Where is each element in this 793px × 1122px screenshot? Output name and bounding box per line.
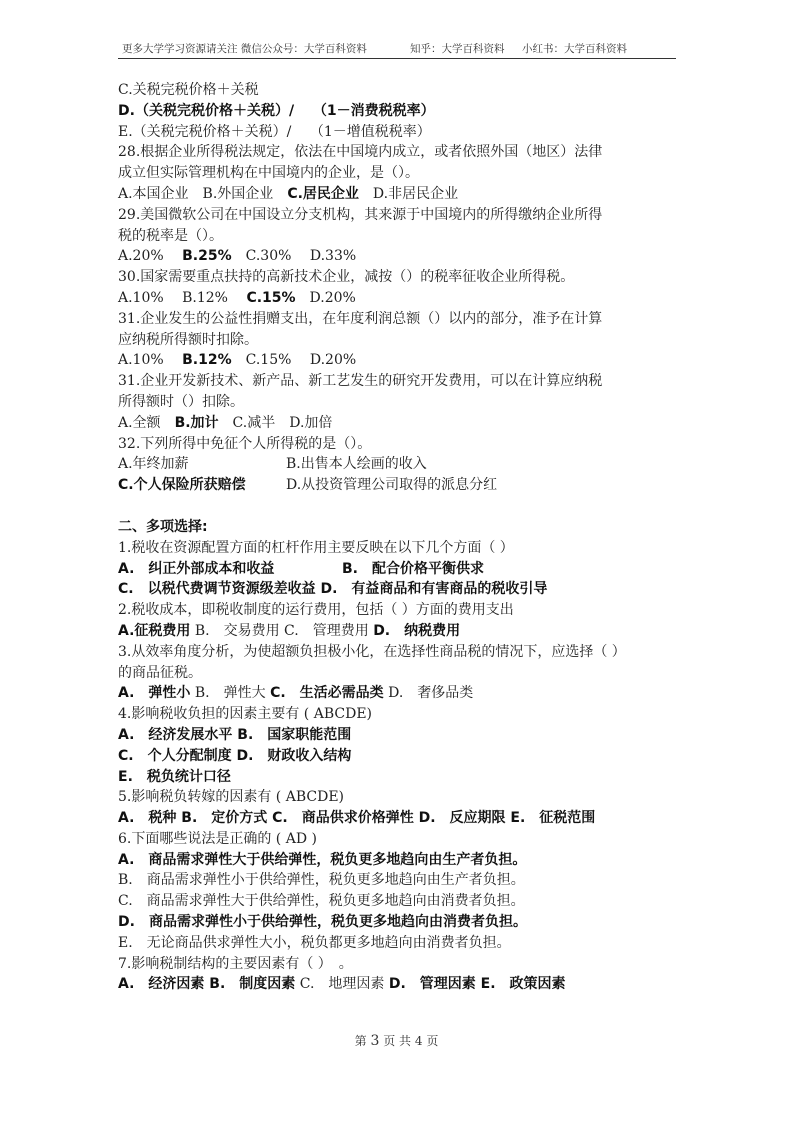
question-m7: 7.影响税制结构的主要因素有（ ） 。 xyxy=(118,955,353,972)
option: C. 地理因素 xyxy=(295,976,389,993)
options-line xyxy=(118,974,678,995)
text-line: E.（关税完税价格＋关税）/ （1－增值税税率） xyxy=(118,123,431,140)
question-m1: 1.税收在资源配置方面的杠杆作用主要反映在以下几个方面（ ） xyxy=(118,539,514,556)
answer-line: D.（关税完税价格＋关税）/ （1－消费税税率） xyxy=(118,102,435,119)
footer-mid: 页 共 xyxy=(383,1034,412,1048)
option: D.20% xyxy=(295,289,356,306)
header-zhihu: 知乎：大学百科资料 xyxy=(410,43,505,55)
option: C.减半 D.加倍 xyxy=(218,414,333,431)
question-30: 30.国家需要重点扶持的高新技术企业，减按（）的税率征收企业所得税。 xyxy=(118,269,575,286)
page-header xyxy=(118,38,676,59)
question-31: 31.企业发生的公益性捐赠支出，在年度利润总额（）以内的部分，准予在计算 xyxy=(118,310,603,327)
answer-option: B.25% xyxy=(182,248,232,265)
answer-line: A. 经济发展水平 B. 国家职能范围 xyxy=(118,726,352,743)
text-line: 所得额时（）扣除。 xyxy=(118,393,244,410)
answer-option: C. 生活必需品类 xyxy=(270,685,384,702)
answer-line: C. 个人分配制度 D. 财政收入结构 xyxy=(118,747,352,764)
option: A.本国企业 B.外国企业 xyxy=(118,185,288,202)
question-32: 32.下列所得中免征个人所得税的是（）。 xyxy=(118,435,372,452)
text-line: 税的税率是（）。 xyxy=(118,227,223,244)
footer-suffix: 页 xyxy=(426,1034,439,1048)
option: C.15% D.20% xyxy=(231,352,357,369)
answer-option: C.居民企业 xyxy=(287,185,359,202)
answer-line: D. 商品需求弹性小于供给弹性，税负更多地趋向由消费者负担。 xyxy=(118,914,527,931)
answer-option: B. 配合价格平衡供求 xyxy=(342,560,484,577)
options-line xyxy=(118,475,678,496)
header-wechat: 更多大学学习资源请关注 微信公众号：大学百科资料 xyxy=(122,43,367,55)
page-number: 3 xyxy=(370,1033,380,1049)
option: A.20% xyxy=(118,248,183,265)
options-line xyxy=(118,683,678,704)
answer-option: B.加计 xyxy=(174,414,219,431)
page-total: 4 xyxy=(414,1034,423,1048)
answer-option: A. 纠正外部成本和收益 xyxy=(118,560,275,577)
page-content xyxy=(118,80,678,995)
answer-line xyxy=(118,559,678,580)
answer-option: A.征税费用 xyxy=(118,622,191,639)
options-line xyxy=(118,184,678,205)
option: D. 奢侈品类 xyxy=(383,685,474,702)
question-31b: 31.企业开发新技术、新产品、新工艺发生的研究开发费用，可以在计算应纳税 xyxy=(118,373,603,390)
answer-option: A. 弹性小 xyxy=(118,685,191,702)
option: B. 交易费用 C. 管理费用 xyxy=(190,622,374,639)
option: C.30% D.33% xyxy=(231,248,357,265)
question-m4: 4.影响税收负担的因素主要有 ( ABCDE) xyxy=(118,706,372,723)
answer-line: A. 税种 B. 定价方式 C. 商品供求价格弹性 D. 反应期限 E. 征税范围 xyxy=(118,810,596,827)
text-line: 成立但实际管理机构在中国境内的企业，是（）。 xyxy=(118,165,419,182)
text-line: 应纳税所得额时扣除。 xyxy=(118,331,258,348)
options-line xyxy=(118,350,678,371)
option: A.年终加薪 xyxy=(118,456,189,473)
answer-option: D. 管理因素 E. 政策因素 xyxy=(388,976,566,993)
question-m3: 3.从效率角度分析，为使超额负担极小化，在选择性商品税的情况下，应选择（ ） xyxy=(118,643,626,660)
option: A.10% xyxy=(118,352,183,369)
answer-option: D. 纳税费用 xyxy=(373,622,461,639)
question-29: 29.美国微软公司在中国设立分支机构，其来源于中国境内的所得缴纳企业所得 xyxy=(118,206,603,223)
option: D.从投资管理公司取得的派息分红 xyxy=(286,477,498,494)
options-line xyxy=(118,621,678,642)
text-line: E. 无论商品供求弹性大小，税负都更多地趋向由消费者负担。 xyxy=(118,934,511,951)
option: B. 弹性大 xyxy=(190,685,271,702)
answer-line: E. 税负统计口径 xyxy=(118,768,231,785)
answer-option: C.个人保险所获赔偿 xyxy=(118,477,246,494)
question-28: 28.根据企业所得税法规定，依法在中国境内成立，或者依照外国（地区）法律 xyxy=(118,144,603,161)
question-m2: 2.税收成本，即税收制度的运行费用，包括（ ）方面的费用支出 xyxy=(118,602,514,619)
option: A.10% B.12% xyxy=(118,289,247,306)
options-line xyxy=(118,288,678,309)
option: D.非居民企业 xyxy=(358,185,459,202)
text-line: C. 商品需求弹性大于供给弹性，税负更多地趋向由消费者负担。 xyxy=(118,893,525,910)
question-m6: 6.下面哪些说法是正确的 ( AD ) xyxy=(118,830,317,847)
answer-option: C.15% xyxy=(246,289,296,306)
answer-option: B.12% xyxy=(182,352,232,369)
answer-option: A. 经济因素 B. 制度因素 xyxy=(118,976,296,993)
footer-prefix: 第 xyxy=(354,1034,367,1048)
section-title: 二、多项选择: xyxy=(118,518,208,535)
answer-line: C. 以税代费调节资源级差收益 D. 有益商品和有害商品的税收引导 xyxy=(118,581,548,598)
header-xiaohongshu: 小红书：大学百科资料 xyxy=(522,43,627,55)
answer-line: A. 商品需求弹性大于供给弹性，税负更多地趋向由生产者负担。 xyxy=(118,851,527,868)
option: B.出售本人绘画的收入 xyxy=(286,456,427,473)
text-line: B. 商品需求弹性小于供给弹性，税负更多地趋向由生产者负担。 xyxy=(118,872,525,889)
options-line xyxy=(118,246,678,267)
text-line: C.关税完税价格＋关税 xyxy=(118,82,259,98)
text-line: 的商品征税。 xyxy=(118,664,202,681)
options-line xyxy=(118,413,678,434)
option: A.全额 xyxy=(118,414,175,431)
question-m5: 5.影响税负转嫁的因素有 ( ABCDE) xyxy=(118,789,344,806)
page-footer xyxy=(0,1032,793,1049)
options-line xyxy=(118,454,678,475)
